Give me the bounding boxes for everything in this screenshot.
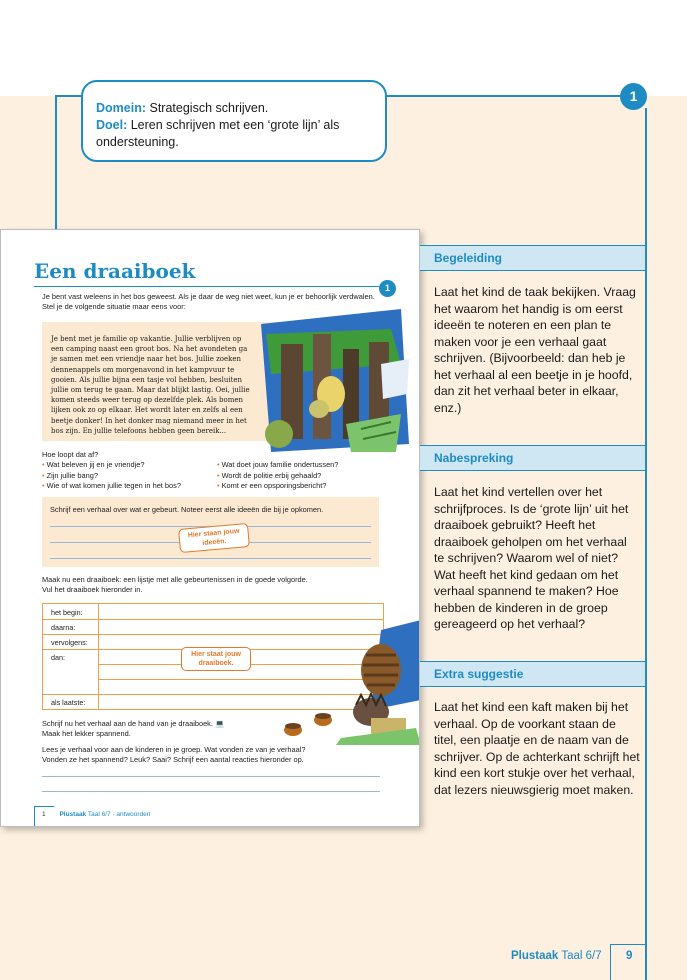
question-text: Wat beleven jij en je vriendje? bbox=[46, 460, 145, 469]
question-item bbox=[217, 471, 338, 482]
reaction-line bbox=[42, 791, 380, 792]
goal-line bbox=[96, 117, 373, 151]
ideas-tag: Hier staan jouw ideeën. bbox=[178, 523, 250, 553]
section-heading-nabespreking: Nabespreking bbox=[420, 445, 646, 471]
worksheet-footer bbox=[42, 811, 150, 818]
bullet-icon: • bbox=[217, 481, 220, 490]
page-footer-rule bbox=[610, 944, 646, 945]
questions-left bbox=[42, 460, 181, 492]
worksheet-title-rule bbox=[34, 286, 390, 287]
question-item bbox=[42, 481, 181, 492]
write-now-line bbox=[42, 719, 242, 729]
bullet-icon: • bbox=[42, 460, 45, 469]
section-body-begeleiding: Laat het kind de taak bekijken. Vraag het waarom het handig is om eerst ideeën te noteren en een plan te maken voor je een verhaal gaat schrijven. (Bijvoorbeeld: dan heb je het verhaal al een beetje in je hoofd, dan zit het verhaal beter in elkaar, enz.) bbox=[434, 285, 636, 415]
story-text: Je bent met je familie op vakantie. Jullie verblijven op een camping naast een groot bos. Na het avondeten ga je samen met een vriendje naar het bos. Jullie zoeken dennenappels om morgenavond in het kampvuur te gooien. Als jullie bijna een tasje vol hebben, besluiten jullie om terug te gaan. Maar dat blijkt lastig. Oei, jullie komen steeds weer terug op dezelfde plek. Als bomen lijken ook zo op elkaar. Het wordt later en zelfs al een beetje donker! In het donker mag niemand meer in het bos zijn. En jullie telefoons hebben geen bereik... bbox=[51, 335, 250, 435]
page-number: 9 bbox=[626, 950, 633, 962]
write-now-line: Maak het lekker spannend. bbox=[42, 729, 131, 738]
section-body-extra-suggestie: Laat het kind een kaft maken bij het verhaal. Op de voorkant staan de titel, een plaatje en de naam van de schrijver. Op de achterkant schrijft het kind een kort stukje over het verhaal, dat lezers nieuwsgierig moet maken. bbox=[434, 700, 640, 797]
ideas-line bbox=[50, 558, 371, 559]
grid-label-then: daarna: bbox=[51, 623, 76, 632]
question-text: Komt er een opsporingsbericht? bbox=[221, 481, 327, 490]
question-item bbox=[42, 471, 181, 482]
bullet-icon: • bbox=[217, 460, 220, 469]
question-title: Hoe loopt dat af? bbox=[42, 450, 99, 459]
read-line-text: Lees je verhaal voor aan de kinderen in je groep. Wat vonden ze van je verhaal? bbox=[42, 745, 306, 754]
worksheet-title: Een draaiboek bbox=[34, 259, 196, 283]
question-text: Wordt de politie erbij gehaald? bbox=[221, 470, 322, 480]
worksheet-footer-brand: Plustaak bbox=[59, 811, 87, 818]
page-footer-sub: Taal 6/7 bbox=[561, 950, 602, 962]
worksheet-footer-rule bbox=[34, 806, 54, 807]
forest-illustration bbox=[251, 304, 411, 454]
script-tag: Hier staat jouw draaiboek. bbox=[181, 647, 251, 671]
worksheet-footer-vrule bbox=[34, 806, 35, 827]
read-aloud-text bbox=[42, 745, 362, 765]
make-instruction-line: Maak nu een draaiboek: een lijstje met alle gebeurtenissen in de goede volgorde. bbox=[42, 575, 308, 584]
grid-label-then2: dan: bbox=[51, 653, 65, 662]
worksheet-thumbnail bbox=[0, 229, 420, 827]
question-text: Wat doet jouw familie ondertussen? bbox=[221, 460, 339, 469]
question-item bbox=[217, 481, 338, 492]
make-instruction-line: Vul het draaiboek hieronder in. bbox=[42, 585, 143, 594]
question-text: Zijn jullie bang? bbox=[46, 470, 98, 480]
goal-label: Doel: bbox=[96, 118, 128, 132]
page-footer-divider bbox=[610, 944, 611, 980]
domain-label: Domein: bbox=[96, 101, 146, 115]
page-footer bbox=[511, 950, 602, 962]
section-body-nabespreking: Laat het kind vertellen over het schrijfproces. Is de ‘grote lijn’ uit het draaiboek gebruikt? Heeft het draaiboek geholpen om het verhaal te schrijven? Waarom wel of niet? Wat heeft het kind gedaan om het verhaal spannend te maken? Hoe hebben de kinderen in de groep gereageerd op het verhaal? bbox=[434, 485, 629, 631]
write-now-line-text: Schrijf nu het verhaal aan de hand van je draaiboek. bbox=[42, 719, 213, 728]
question-item bbox=[42, 460, 181, 471]
bullet-icon: • bbox=[42, 470, 45, 480]
worksheet-footer-page: 1 bbox=[42, 811, 46, 818]
read-line-text: Vonden ze het spannend? Leuk? Saai? Schrijf een aantal reacties hieronder op. bbox=[42, 755, 304, 764]
domain-value: Strategisch schrijven. bbox=[149, 101, 269, 115]
worksheet-footer-sub: Taal 6/7 · antwoorden bbox=[87, 811, 151, 818]
questions-right bbox=[217, 460, 338, 492]
grid-label-next: vervolgens: bbox=[51, 638, 88, 647]
laptop-icon: 💻 bbox=[215, 719, 225, 728]
header-connector-rule bbox=[55, 95, 57, 233]
grid-label-begin: het begin: bbox=[51, 608, 83, 617]
domain-goal-box bbox=[81, 80, 387, 162]
domain-line bbox=[96, 100, 373, 117]
worksheet-number-badge: 1 bbox=[379, 280, 396, 297]
section-heading-begeleiding: Begeleiding bbox=[420, 245, 646, 271]
write-instruction: Schrijf een verhaal over wat er gebeurt. Noteer eerst alle ideeën die bij je opkomen. bbox=[50, 505, 324, 514]
grid-label-last: als laatste: bbox=[51, 698, 86, 707]
bullet-icon: • bbox=[217, 470, 220, 480]
section-heading-extra-suggestie: Extra suggestie bbox=[420, 661, 646, 687]
make-instruction bbox=[42, 575, 362, 595]
hedgehog-illustration bbox=[271, 620, 420, 745]
reaction-line bbox=[42, 776, 380, 777]
question-item bbox=[217, 460, 338, 471]
worksheet-intro: Je bent vast weleens in het bos geweest. Als je daar de weg niet weet, kun je er behoorlijk verdwalen. Stel je de volgende situatie maar eens voor: bbox=[42, 292, 375, 311]
right-margin-rule bbox=[645, 108, 647, 980]
bullet-icon: • bbox=[42, 481, 45, 490]
lesson-number-badge: 1 bbox=[620, 83, 647, 110]
question-text: Wie of wat komen jullie tegen in het bos? bbox=[46, 481, 181, 490]
goal-value: Leren schrijven met een ‘grote lijn’ als ondersteuning. bbox=[96, 118, 340, 149]
page-footer-brand: Plustaak bbox=[511, 950, 559, 962]
write-now-text bbox=[42, 719, 242, 739]
